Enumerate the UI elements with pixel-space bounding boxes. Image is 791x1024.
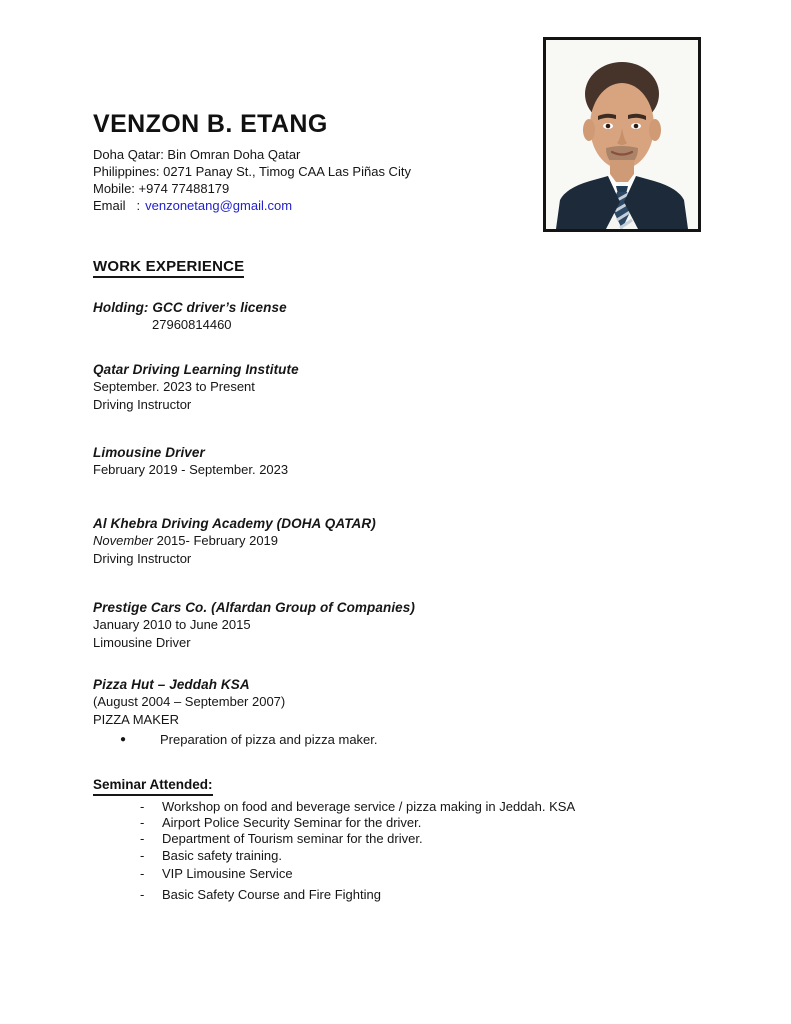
portrait-illustration xyxy=(546,40,698,229)
dash-icon: - xyxy=(140,831,145,847)
job-entry-prestige-cars xyxy=(93,599,736,651)
license-entry xyxy=(93,299,736,333)
job-entry-limousine-driver xyxy=(93,444,736,478)
job-entry-qatar-driving xyxy=(93,361,736,413)
dash-icon: - xyxy=(140,887,145,903)
dash-icon: - xyxy=(140,865,145,881)
job-period: February 2019 - September. 2023 xyxy=(93,462,289,477)
page-title: VENZON B. ETANG xyxy=(93,110,328,138)
email-label: Email xyxy=(93,198,126,213)
job-period: September. 2023 to Present xyxy=(93,379,255,394)
dash-icon: - xyxy=(140,799,145,814)
license-title: Holding: GCC driver’s license xyxy=(93,300,287,315)
seminar-item-text: Basic Safety Course and Fire Fighting xyxy=(162,887,381,903)
job-period xyxy=(93,532,736,549)
job-period-month: November xyxy=(93,533,153,548)
seminar-item xyxy=(93,866,736,882)
seminar-item xyxy=(93,831,736,847)
portrait-photo xyxy=(543,37,701,232)
seminar-item-text: Airport Police Security Seminar for the driver. xyxy=(162,815,422,831)
job-role: PIZZA MAKER xyxy=(93,712,179,727)
job-entry-pizza-hut xyxy=(93,676,736,748)
license-number: 27960814460 xyxy=(152,317,232,332)
job-role: Driving Instructor xyxy=(93,397,192,412)
job-bullet-row xyxy=(93,731,736,748)
address-philippines: Philippines: 0271 Panay St., Timog CAA Las Piñas City xyxy=(93,164,411,179)
job-role: Limousine Driver xyxy=(93,635,191,650)
seminars-list xyxy=(93,799,736,903)
job-role: Driving Instructor xyxy=(93,551,192,566)
seminars-heading: Seminar Attended: xyxy=(93,776,213,796)
email-separator: : xyxy=(136,198,141,213)
seminar-item-text: VIP Limousine Service xyxy=(162,865,293,881)
job-bullet-text: Preparation of pizza and pizza maker. xyxy=(160,732,378,747)
bullet-icon: ● xyxy=(120,734,127,745)
mobile-line: Mobile: +974 77488179 xyxy=(93,181,230,196)
seminar-item xyxy=(93,815,736,831)
work-experience-section xyxy=(93,258,736,903)
job-period: January 2010 to June 2015 xyxy=(93,617,251,632)
job-company: Qatar Driving Learning Institute xyxy=(93,362,299,377)
contact-block xyxy=(93,146,411,214)
seminars-section xyxy=(93,776,736,903)
job-company: Al Khebra Driving Academy (DOHA QATAR) xyxy=(93,516,376,531)
seminar-item-text: Workshop on food and beverage service / pizza making in Jeddah. KSA xyxy=(162,799,576,814)
job-company: Pizza Hut – Jeddah KSA xyxy=(93,677,250,692)
job-period: (August 2004 – September 2007) xyxy=(93,694,286,709)
seminar-item xyxy=(93,848,736,864)
seminar-item-text: Basic safety training. xyxy=(162,847,282,863)
dash-icon: - xyxy=(140,815,145,831)
seminar-item-text: Department of Tourism seminar for the driver. xyxy=(162,831,423,847)
job-company: Prestige Cars Co. (Alfardan Group of Companies) xyxy=(93,600,415,615)
job-company: Limousine Driver xyxy=(93,445,205,460)
email-link[interactable]: venzonetang@gmail.com xyxy=(145,198,293,213)
job-entry-al-khebra xyxy=(93,515,736,567)
address-doha: Doha Qatar: Bin Omran Doha Qatar xyxy=(93,147,301,162)
header-block xyxy=(93,110,411,214)
email-line xyxy=(93,197,411,214)
dash-icon: - xyxy=(140,847,145,863)
work-experience-heading: WORK EXPERIENCE xyxy=(93,258,244,278)
seminar-item xyxy=(93,799,736,815)
seminar-item xyxy=(93,887,736,903)
job-period-rest: 2015- February 2019 xyxy=(156,533,279,548)
